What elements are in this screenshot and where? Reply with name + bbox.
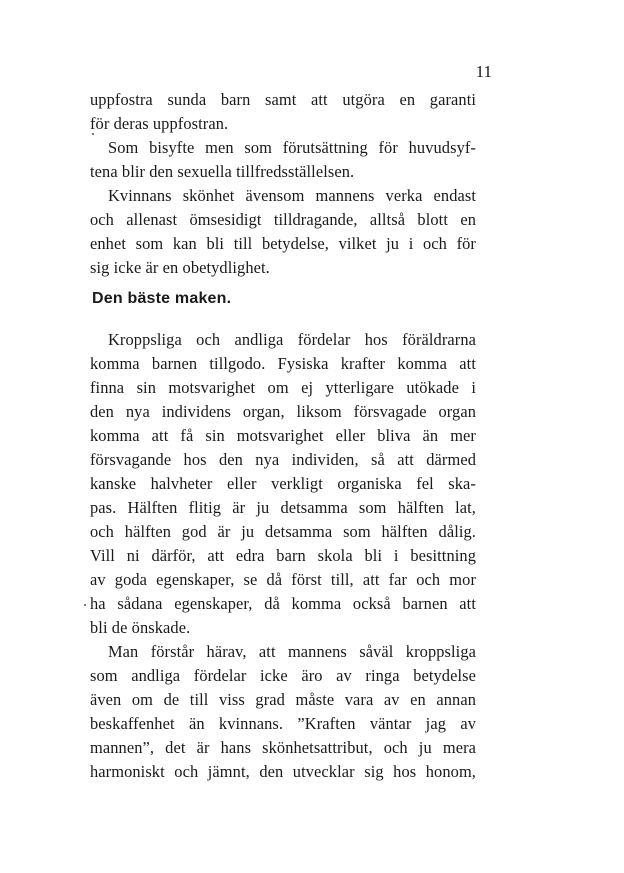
text-line: beskaffenhet än kvinnans. ”Kraften väntar jag av	[90, 714, 476, 733]
text-block-top	[90, 88, 476, 280]
page-number: 11	[475, 62, 492, 81]
text-line: Kroppsliga och andliga fördelar hos föräldrarna	[108, 330, 476, 349]
text-line: mannen”, det är hans skönhetsattribut, och ju mera	[90, 738, 476, 757]
text-line: komma att få sin motsvarighet eller bliva än mer	[90, 426, 476, 445]
text-line: ha sådana egenskaper, då komma också barnen att	[90, 594, 476, 613]
text-block-bottom	[90, 328, 476, 784]
text-line: enhet som kan bli till betydelse, vilket ju i och för	[90, 234, 476, 253]
text-line: försvagande hos den nya individen, så att därmed	[90, 450, 476, 469]
text-line: för deras uppfostran.	[90, 114, 229, 133]
text-line: Vill ni därför, att edra barn skola bli i besittning	[90, 546, 476, 565]
print-speck	[92, 133, 94, 135]
text-line: sig icke är en obetydlighet.	[90, 258, 270, 277]
print-speck	[84, 604, 86, 606]
text-line: Som bisyfte men som förutsättning för huvudsyf-	[108, 138, 476, 157]
text-line: tena blir den sexuella tillfredsställelsen.	[90, 162, 355, 181]
text-line: och allenast ömsesidigt tilldragande, alltså blott en	[90, 210, 476, 229]
text-line: Kvinnans skönhet ävensom mannens verka endast	[108, 186, 476, 205]
text-line: bli de önskade.	[90, 618, 191, 637]
text-line: kanske halvheter eller verkligt organiska fel ska-	[90, 474, 476, 493]
text-line: som andliga fördelar icke äro av ringa betydelse	[90, 666, 476, 685]
section-heading: Den bäste maken.	[92, 290, 232, 307]
text-line: och hälften god är ju detsamma som hälften dålig.	[90, 522, 476, 541]
text-line: harmoniskt och jämnt, den utvecklar sig hos honom,	[90, 762, 476, 781]
text-line: uppfostra sunda barn samt att utgöra en garanti	[90, 90, 476, 109]
text-line: den nya individens organ, liksom försvagade organ	[90, 402, 476, 421]
text-line: pas. Hälften flitig är ju detsamma som hälften lat,	[90, 498, 476, 517]
text-line: även om de till viss grad måste vara av en annan	[90, 690, 476, 709]
text-line: av goda egenskaper, se då först till, att far och mor	[90, 570, 476, 589]
text-line: finna sin motsvarighet om ej ytterligare utökade i	[90, 378, 476, 397]
text-line: komma barnen tillgodo. Fysiska krafter komma att	[90, 354, 476, 373]
text-line: Man förstår härav, att mannens såväl kroppsliga	[108, 642, 476, 661]
